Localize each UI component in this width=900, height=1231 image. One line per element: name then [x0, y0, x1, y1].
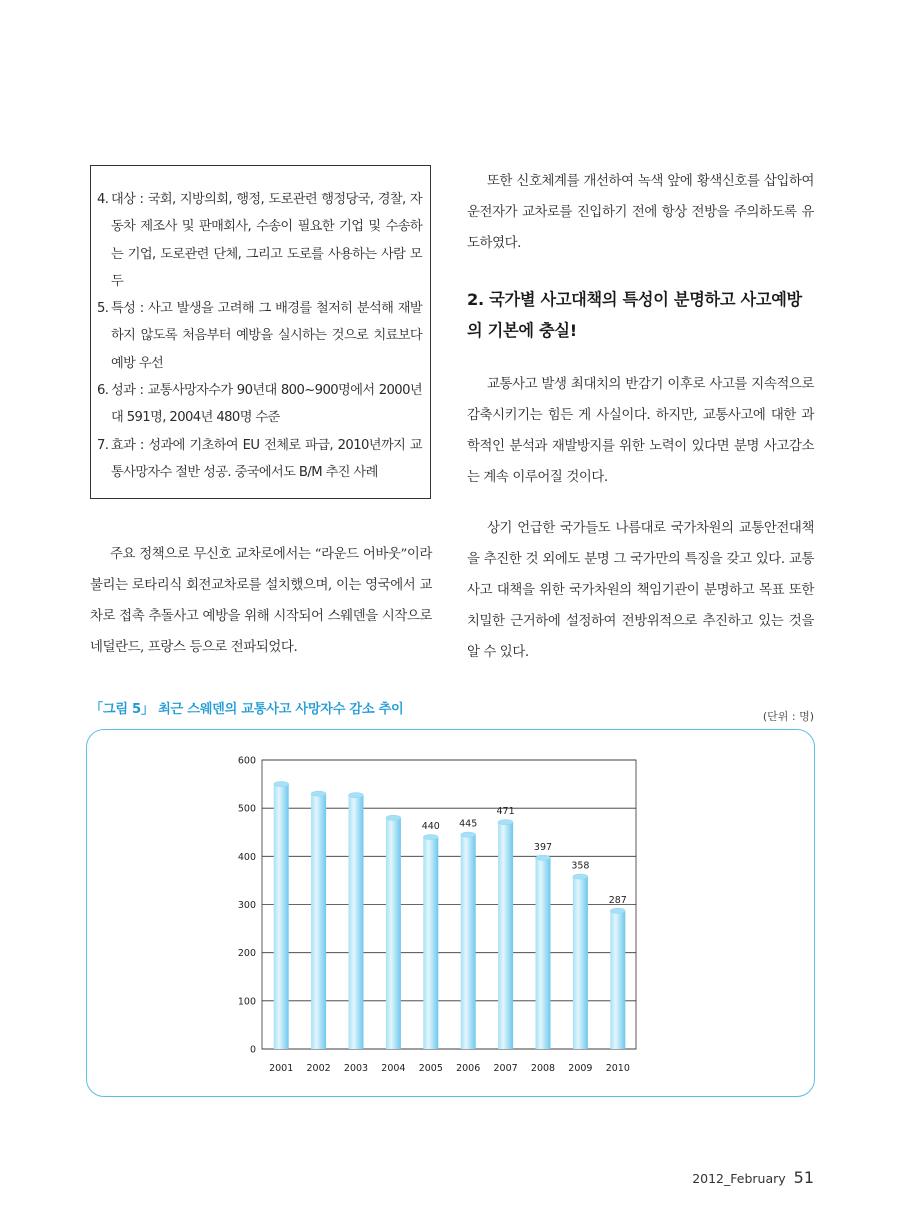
bar: [573, 877, 588, 1049]
bar-cap: [423, 834, 438, 839]
y-tick-label: 300: [237, 900, 256, 911]
bar: [610, 911, 625, 1049]
x-tick-label: 2004: [381, 1063, 406, 1074]
summary-box: [90, 165, 431, 499]
bar: [423, 837, 438, 1049]
y-tick-label: 100: [237, 996, 256, 1008]
right-paragraph-3: 상기 언급한 국가들도 나름대로 국가차원의 교통안전대책을 추진한 것 외에도 분명 그 국가만의 특징을 갖고 있다. 교통사고 대책을 위한 국가차원의 책임기관이 분명하고 목표 또한 치밀한 근거하에 설정하여 전방위적으로 추진하고 있는 것을 알 수 있다.: [467, 521, 814, 660]
box-item: [97, 432, 422, 487]
y-tick-label: 200: [237, 948, 256, 960]
box-item: [97, 295, 422, 377]
bar-cap: [573, 874, 588, 879]
bar: [349, 795, 364, 1049]
figure-caption: 「그림 5」 최근 스웨덴의 교통사고 사망자수 감소 추이: [90, 702, 404, 717]
box-item: [97, 377, 422, 432]
page-number: 51: [793, 1168, 814, 1187]
x-tick-label: 2010: [605, 1063, 630, 1074]
x-tick-label: 2006: [456, 1063, 481, 1074]
bar-cap: [498, 820, 513, 825]
data-label: 397: [533, 841, 553, 853]
x-tick-label: 2005: [418, 1063, 443, 1074]
box-item-number: 7.: [97, 437, 109, 453]
unit-label: (단위 : 명): [762, 710, 814, 723]
bar-cap: [274, 781, 289, 786]
x-tick-label: 2002: [306, 1063, 331, 1074]
y-tick-label: 600: [237, 755, 256, 767]
right-paragraph-1: 또한 신호체계를 개선하여 녹색 앞에 황색신호를 삽입하여 운전자가 교차로를 진입하기 전에 항상 전방을 주의하도록 유도하였다.: [467, 174, 814, 251]
x-tick-label: 2003: [343, 1063, 369, 1074]
bar: [461, 835, 476, 1049]
bar: [274, 784, 289, 1049]
y-tick-label: 0: [249, 1044, 256, 1056]
box-item-text: 대상 : 국회, 지방의회, 행정, 도로관련 행정당국, 경찰, 자동차 제조사 및 판매회사, 수송이 필요한 기업 및 수송하는 기업, 도로관련 단체, 그리고 도로를 사용하는 사람 모두: [111, 192, 422, 289]
box-item: [97, 186, 422, 295]
x-tick-label: 2001: [269, 1063, 294, 1074]
y-tick-label: 400: [237, 851, 256, 863]
box-item-text: 성과 : 교통사망자수가 90년대 800~900명에서 2000년대 591명, 2004년 480명 수준: [111, 383, 422, 426]
bar: [498, 822, 513, 1049]
x-tick-label: 2009: [568, 1063, 593, 1074]
box-item-text: 효과 : 성과에 기초하여 EU 전체로 파급, 2010년까지 교통사망자수 절반 성공. 중국에서도 B/M 추진 사례: [111, 437, 422, 480]
page-footer: [692, 1168, 814, 1187]
left-paragraph: 주요 정책으로 무신호 교차로에서는 “라운드 어바웃”이라 불리는 로타리식 회전교차로를 설치했으며, 이는 영국에서 교차로 접촉 추돌사고 예방을 위해 시작되어 스웨덴을 시작으로 네덜란드, 프랑스 등으로 전파되었다.: [90, 547, 432, 655]
data-label: 440: [421, 821, 440, 833]
issue-label: 2012_February: [692, 1171, 786, 1186]
x-tick-label: 2008: [530, 1063, 556, 1074]
section-heading: 2. 국가별 사고대책의 특성이 분명하고 사고예방의 기본에 충실!: [467, 290, 802, 340]
bar-chart: [86, 729, 815, 1097]
data-label: 287: [608, 894, 627, 906]
x-tick-label: 2007: [493, 1063, 518, 1074]
box-item-number: 5.: [97, 301, 109, 317]
box-item-number: 4.: [97, 192, 109, 207]
data-label: 471: [496, 806, 515, 818]
box-item-number: 6.: [97, 383, 109, 399]
box-item-text: 특성 : 사고 발생을 고려해 그 배경를 철저히 분석해 재발하지 않도록 처음부터 예방을 실시하는 것으로 치료보다 예방 우선: [111, 301, 422, 371]
bar-cap: [311, 791, 326, 796]
bar-cap: [349, 793, 364, 798]
y-tick-label: 500: [237, 803, 256, 815]
bar-cap: [461, 832, 476, 837]
bar: [536, 858, 551, 1049]
bar-cap: [386, 815, 401, 820]
bar-cap: [610, 908, 625, 913]
bar: [386, 818, 401, 1049]
data-label: 358: [571, 860, 590, 872]
bar: [311, 794, 326, 1049]
right-paragraph-2: 교통사고 발생 최대치의 반감기 이후로 사고를 지속적으로 감축시키기는 힘든 게 사실이다. 하지만, 교통사고에 대한 과학적인 분석과 재발방지를 위한 노력이 있다면 분명 사고감소는 계속 이루어질 것이다.: [467, 377, 814, 485]
bar-cap: [536, 855, 551, 860]
data-label: 445: [459, 818, 478, 830]
